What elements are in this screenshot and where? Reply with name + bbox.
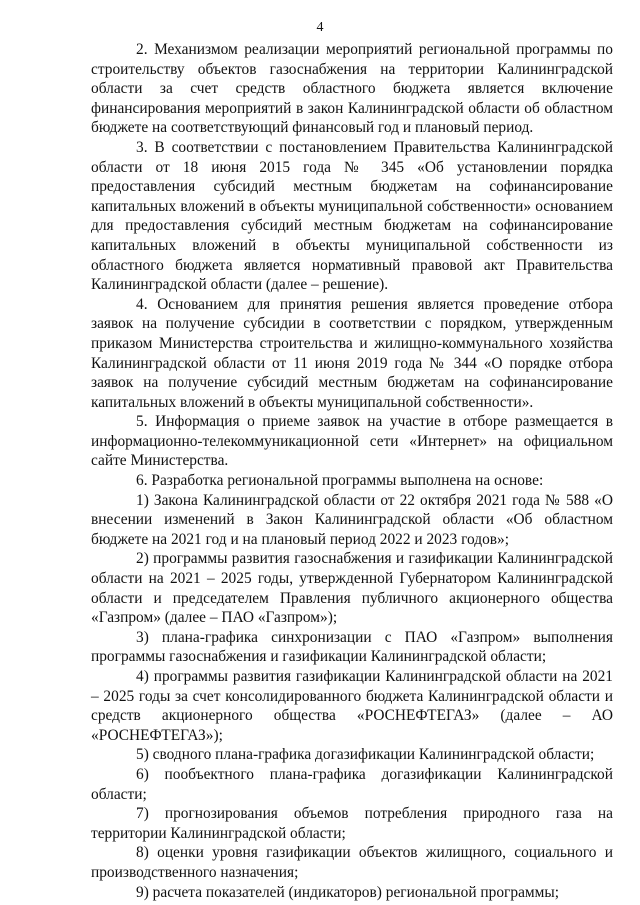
page-body [91,40,613,902]
list-item-9: 9) расчета показателей (индикаторов) региональной программы; [136,883,559,901]
paragraph-4: 4. Основанием для принятия решения является проведение отбора заявок на получение субсидии в соответствии с порядком, утвержденным приказом Министерства строительства и жилищно-коммунального хозяйства Калининградской области от 11 июня 2019 года № 344 «О порядке отбора заявок на получение субсидий местным бюджетам на софинансирование капитальных вложений в объекты муниципальной собственности». [91,295,613,411]
page-number: 4 [316,20,324,35]
list-item-3: 3) плана-графика синхронизации с ПАО «Газпром» выполнения программы газоснабжения и газификации Калининградской области; [91,628,613,666]
list-item-8: 8) оценки уровня газификации объектов жилищного, социального и производственного назначения; [91,844,613,881]
paragraph-2: 2. Механизмом реализации мероприятий региональной программы по строительству объектов газоснабжения на территории Калининградской области за счет средств областного бюджета является включение финансирования мероприятий в закон Калининградской области об областном бюджете на соответствующий финансовый год и плановый период. [91,41,613,137]
paragraph-5: 5. Информация о приеме заявок на участие в отборе размещается в информационно-телекоммуникационной сети «Интернет» на официальном сайте Министерства. [91,413,613,470]
list-item-2: 2) программы развития газоснабжения и газификации Калининградской области на 2021 – 2025 годы, утвержденной Губернатором Калининградской области и председателем Правления публичного акционерного общества «Газпром» (далее – ПАО «Газпром»); [91,550,613,627]
list-item-6: 6) пообъектного плана-графика догазификации Калининградской области; [91,765,613,803]
list-item-7: 7) прогнозирования объемов потребления природного газа на территории Калининградской области; [91,805,613,842]
list-item-5: 5) сводного плана-графика догазификации Калининградской области; [136,746,595,764]
paragraph-3: 3. В соответствии с постановлением Правительства Калининградской области от 18 июня 2015 года № 345 «Об установлении порядка предоставления субсидий местным бюджетам на софинансирование капитальных вложений в объекты муниципальной собственности» основанием для предоставления субсидий местным бюджетам на софинансирование капитальных вложений в объекты муниципальной собственности из областного бюджета является нормативный правовой акт Правительства Калининградской области (далее – решение). [91,138,613,294]
list-item-1: 1) Закона Калининградской области от 22 октября 2021 года № 588 «О внесении изменений в Закон Калининградской области «Об областном бюджете на 2021 год и на плановый период 2022 и 2023 годов»; [91,491,613,548]
list-item-4: 4) программы развития газификации Калининградской области на 2021 – 2025 годы за счет консолидированного бюджета Калининградской области и средств акционерного общества «РОСНЕФТЕГАЗ» (далее – АО «РОСНЕФТЕГАЗ»); [91,668,613,744]
paragraph-6: 6. Разработка региональной программы выполнена на основе: [136,472,544,490]
